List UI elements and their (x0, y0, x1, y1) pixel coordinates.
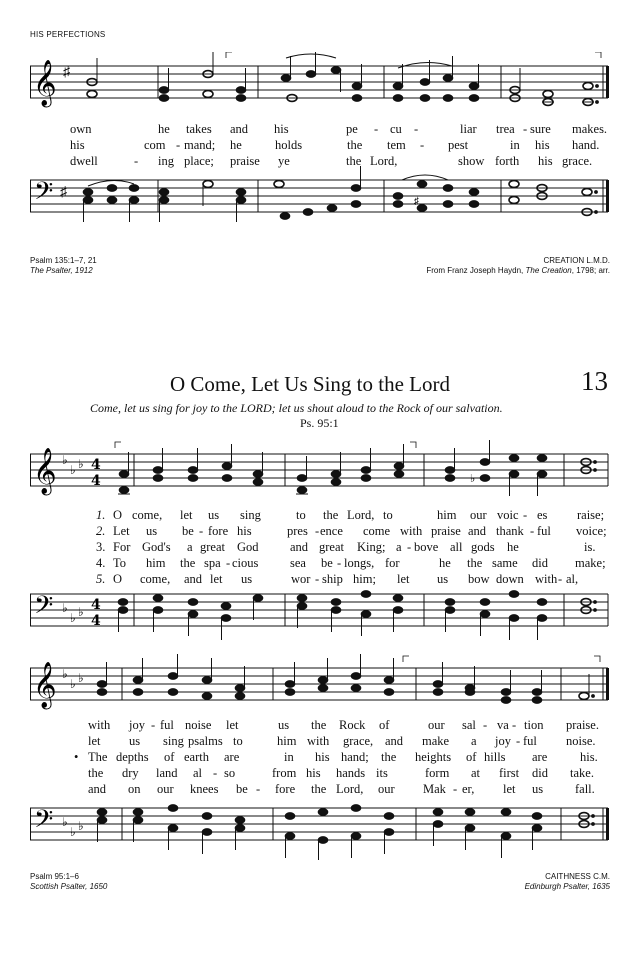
sys2-verse-5: and on our knees be - fore the Lord, our Mak - er, let us fall. (88, 782, 595, 796)
svg-text:♭: ♭ (62, 815, 68, 829)
svg-text:𝄢: 𝄢 (34, 177, 54, 212)
svg-text:4: 4 (91, 457, 101, 473)
svg-text:♭: ♭ (78, 819, 84, 833)
hymn-number: 13 (581, 366, 608, 396)
svg-text:♯: ♯ (63, 65, 70, 80)
svg-text:𝄞: 𝄞 (33, 60, 57, 106)
svg-text:♭: ♭ (62, 667, 68, 681)
svg-text:♭: ♭ (70, 611, 76, 625)
svg-text:𝄢: 𝄢 (34, 805, 54, 840)
epigraph: Come, let us sing for joy to the LORD; let us shout aloud to the Rock of our salvation. (90, 401, 503, 415)
sys2-verse-1: with joy - ful noise let us the Rock of our sal - va - tion praise. (88, 718, 599, 732)
svg-text:♭: ♭ (470, 473, 476, 485)
sys1-verse-3: 3. For God's a great God and great King; a - bove all gods he is. (96, 540, 596, 554)
svg-text:♭: ♭ (70, 677, 76, 691)
hymn-credit-left: Psalm 95:1–6 Scottish Psalter, 1650 (30, 872, 108, 891)
sys1-verse-1: 1. O come, let us sing to the Lord, to him our voic - es raise; (96, 508, 605, 522)
svg-text:𝄞: 𝄞 (33, 448, 57, 494)
sys1-treble-staff (30, 440, 612, 504)
svg-text:𝄢: 𝄢 (34, 591, 54, 626)
prev-credit-right: CREATION L.M.D. From Franz Joseph Haydn, The Creation, 1798; arr. (426, 256, 610, 275)
svg-text:♯: ♯ (60, 185, 67, 200)
sys1-verse-2: 2. Let us be - fore his pres - ence come with praise and thank - ful voice; (96, 524, 607, 538)
hymn-credit-right: CAITHNESS C.M. Edinburgh Psalter, 1635 (524, 872, 610, 891)
svg-text:♭: ♭ (70, 463, 76, 477)
sys1-verse-4: 4. To him the spa - cious sea be - longs, for he the same did make; (96, 556, 606, 570)
svg-text:4: 4 (91, 613, 101, 629)
prev-bass-staff (30, 166, 612, 230)
scripture-ref: Ps. 95:1 (300, 416, 339, 430)
svg-text:4: 4 (91, 473, 101, 489)
prev-lyric-line-3: dwell - ing place; praise ye the Lord, show forth his grace. (70, 154, 593, 168)
sys2-verse-4: the dry land al - so from his hands its form at first did take. (88, 766, 594, 780)
svg-text:♯: ♯ (414, 196, 419, 207)
svg-text:♭: ♭ (78, 457, 84, 471)
sys2-bass-staff (30, 794, 612, 860)
running-head: HIS PERFECTIONS (30, 30, 106, 39)
sys2-verse-3: • The depths of earth are in his hand; the heights of hills are his. (74, 750, 598, 764)
svg-text:♭: ♭ (78, 671, 84, 685)
hymn-title: O Come, Let Us Sing to the Lord (170, 372, 450, 396)
sys2-verse-2: let us sing psalms to him with grace, and make a joy - ful noise. (88, 734, 596, 748)
prev-lyric-line-1: own he takes and his pe - cu - liar trea - sure makes. (70, 122, 608, 136)
sys2-treble-staff (30, 654, 612, 720)
svg-text:𝄞: 𝄞 (33, 662, 57, 708)
svg-text:♭: ♭ (62, 453, 68, 467)
svg-text:♭: ♭ (62, 601, 68, 615)
sys1-bass-staff (30, 580, 612, 646)
sys1-verse-5: 5. O come, and let us wor - ship him; let us bow down with - al, (96, 572, 579, 586)
svg-text:♭: ♭ (70, 825, 76, 839)
svg-text:♭: ♭ (78, 605, 84, 619)
prev-credit-left: Psalm 135:1–7, 21 The Psalter, 1912 (30, 256, 97, 275)
svg-text:4: 4 (91, 597, 101, 613)
prev-lyric-line-2: his com - mand; he holds the tem - pest in his hand. (70, 138, 600, 152)
prev-treble-staff (30, 52, 612, 116)
